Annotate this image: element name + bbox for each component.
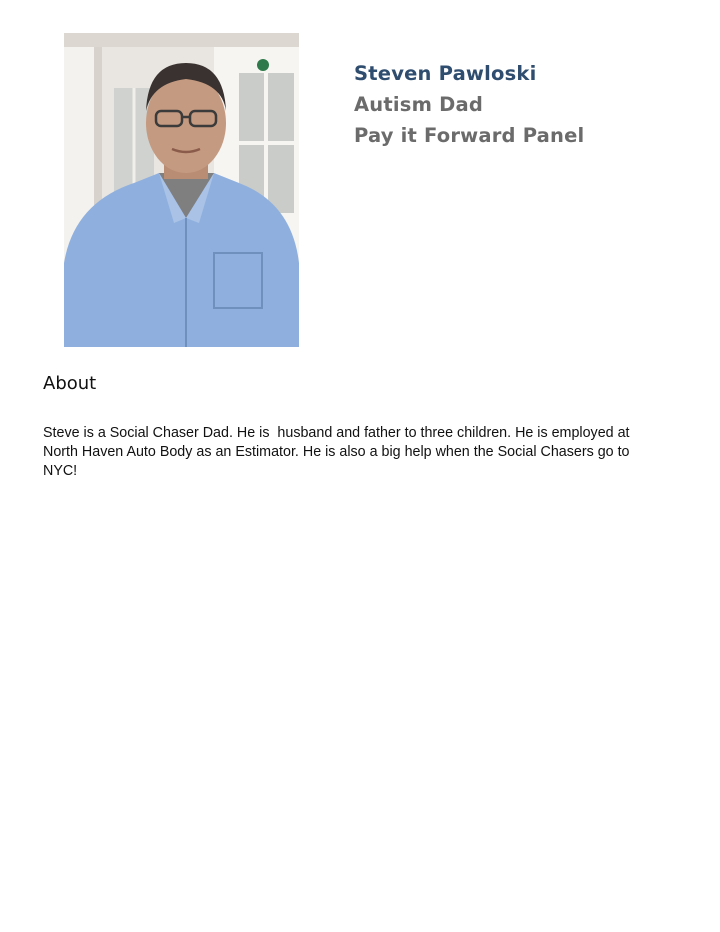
person-role: Autism Dad — [354, 93, 483, 116]
profile-photo — [64, 33, 299, 347]
name-block — [354, 58, 584, 151]
person-group: Pay it Forward Panel — [354, 124, 585, 147]
portrait-illustration — [64, 33, 299, 347]
person-name: Steven Pawloski — [354, 62, 537, 85]
about-heading: About — [43, 373, 97, 394]
about-body: Steve is a Social Chaser Dad. He is husband and father to three children. He is employed at North Haven Auto Body as an Estimator. He is also a big help when the Social Chasers go to NYC! — [43, 425, 634, 479]
